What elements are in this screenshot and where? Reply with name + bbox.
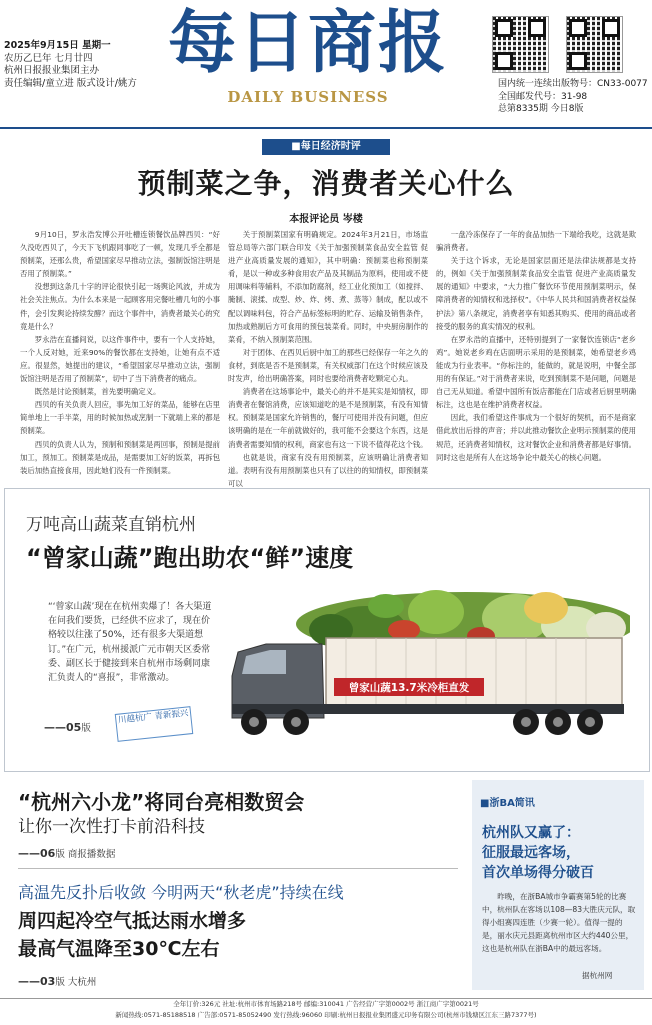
sidebar-headline-1: 杭州队又赢了： — [482, 825, 580, 841]
masthead — [158, 4, 458, 122]
page-ref-number: ——03 — [18, 975, 56, 988]
issue-info: 总第8335期 今日8版 — [498, 104, 584, 114]
paragraph: 对于团体、在西贝后厨中加工的那些已经保存一年之久的食材，到底是否不是预制菜，有关权威部门在这个时候应该及时发声，给出明确答案，同时也要给消费者吃颗定心丸。 — [228, 347, 428, 384]
header-rule — [0, 127, 652, 129]
sports-brief-box — [472, 780, 644, 990]
publication-codes — [498, 78, 648, 116]
trailer-body — [326, 638, 622, 712]
paragraph: 既然是讨论预制菜，首先要明确定义。 — [34, 387, 161, 397]
editors-line: 责任编辑/童立进 版式设计/姚方 — [4, 77, 137, 89]
paragraph: 因此，我们希望这件事成为一个很好的契机，而不是商家借此放出后排的声音；并以此推动餐饮企业明示预制菜的使用规范，还消费者知情权，这对餐饮企业和消费者都是好事情。同时这也是所有人在这场争论中最关心的核心问题。 — [436, 413, 636, 462]
lead-byline: 本报评论员 岑楼 — [289, 214, 363, 225]
campaign-stamp: 川越杭广 青新振兴 — [115, 706, 194, 742]
story2-headline: “杭州六小龙”将同台亮相数贸会 — [18, 790, 305, 814]
paragraph: 西贝的有关负责人回应，事先加工好的菜品，能够在店里简单地上一手半菜，用的时候加热或烹制一下就端上来的都是预制菜。 — [20, 400, 220, 436]
sponsor-line: 杭州日报报业集团主办 — [4, 65, 100, 77]
sidebar-tag: ■浙BA简讯 — [480, 798, 535, 809]
section-tag: ■每日经济时评 — [262, 139, 390, 155]
sidebar-body: 昨晚，在浙BA城市争霸赛第5轮的比赛中，杭州队在客场以108—83大胜庆元队，取得小组赛四连胜（少赛一轮）。值得一提的是，丽水庆元县距离杭州市区大约440公里，这也是杭州队在浙BA中的最远客场。 — [482, 892, 636, 953]
page-ref-suffix: 版 商报播数据 — [55, 849, 116, 860]
paragraph: 一盘冷冻保存了一年的食品加热一下端给我吃，这就是欺骗消费者。 — [436, 230, 636, 253]
story2-subhead: 让你一次性打卡前沿科技 — [18, 817, 205, 837]
story3-kicker: 高温先反扑后收敛 今明两天“秋老虎”持续在线 — [18, 883, 344, 902]
qr-code-icon — [492, 16, 549, 73]
lead-headline: 预制菜之争，消费者关心什么 — [137, 167, 515, 200]
paragraph: 没想到这条几十字的评论很快引起一场舆论风波，并成为社会关注焦点。为什么本来是一起顾客用完餐吐槽几句的小事件，会引发舆论持续发酵？而这个事件中，消费者最关心的究竟是什么？ — [20, 282, 220, 331]
cn-number: 国内统一连续出版物号：CN33-0077 — [498, 79, 648, 89]
lunar-line: 农历乙巳年 七月廿四 — [4, 52, 93, 64]
paragraph: 罗永浩在直播间说，以这件事件中，要有一个人支持她，一个人反对她，近来90%的餐饮都在支持她，让她有点不适应。很显然，她提出的建议，“希望国家尽早推动立法，强制饭馆注明是否用了预制菜”，切中了当下消费者的痛点。 — [20, 334, 220, 384]
paragraph: 9月10日，罗永浩发博公开吐槽连锁餐饮品牌西贝：“好久没吃西贝了，今天下飞机跟同事吃了一顿，发现几乎全都是预制菜，还那么贵，希望国家尽早推动立法，强制饭馆注明是否用了预制菜。” — [20, 230, 220, 279]
paragraph: 也就是说，商家有没有用预制菜，应该明确让消费者知道。表明有没有用预制菜也只有了以往的的知情权，即预制菜可以 — [228, 452, 428, 488]
sidebar-headline-3: 首次单场得分破百 — [482, 865, 594, 881]
masthead-subtitle: DAILY BUSINESS — [227, 88, 389, 106]
lead-column-2 — [228, 228, 428, 516]
lead-column-3 — [436, 228, 636, 464]
postal-code: 全国邮发代号：31-98 — [498, 91, 588, 102]
footer — [0, 998, 652, 1025]
feature-page-ref[interactable] — [44, 720, 91, 734]
story2-page-ref[interactable] — [18, 846, 115, 860]
story3-page-ref[interactable] — [18, 974, 96, 988]
truck-banner: 曾家山蔬13.7米冷柜直发 — [348, 682, 470, 694]
paragraph: 消费者在这场事论中，最关心的并不是其实是知情权，即消费者在餐馆消费，应该知道吃的是不是预制菜，有没有知情权。预制菜是国家允许销售的，餐厅可使用并没有问题，但应该明确的是在一年前就做好的，我可能不会要这个东西，这是消费者需要知情的权利，商家也有这一下说不值得花这个钱。 — [228, 387, 428, 449]
page-ref-suffix: 版 大杭州 — [55, 977, 97, 988]
footer-line-2: 新闻热线:0571-85188518 广告部:0571-85052490 发行热线:96060 印刷:杭州日报报业集团盛元印务有限公司(杭州市钱塘区江东三路7377号) — [115, 1011, 537, 1019]
page-ref-suffix: 版 — [81, 723, 91, 734]
page-ref-number: ——06 — [18, 847, 56, 860]
qr-code-icon — [566, 16, 623, 73]
paragraph: 关于这个诉求，无论是国家层面还是法律法规都是支持的，例如《关于加强预制菜食品安全监管 促进产业高质量发展的通知》中要求，“大力推广餐饮环节使用预制菜明示，保障消费者的知情权和选择权”。《中华人民共和国消费者权益保护法》第八条规定，消费者享有知悉其购买、使用的商品或者接受的服务的真实情况的权利。 — [436, 256, 636, 331]
date-line: 2025年9月15日 星期一 — [4, 40, 111, 51]
feature-kicker: 万吨高山蔬菜直销杭州 — [26, 515, 196, 535]
edition-info — [4, 40, 154, 90]
story3-headline-2: 最高气温降至30℃左右 — [18, 938, 220, 960]
sidebar-headline-2: 征服最远客场， — [482, 845, 580, 861]
page-ref-number: ——05 — [44, 721, 82, 734]
truck-illustration — [226, 578, 630, 746]
paragraph: 西贝的负责人认为，预制和预制菜是两回事，预制是提前加工，预加工。预制菜是成品，是需要加工好的饭菜，再拆包装后加热直接食用，因此她们没有一件预制菜。 — [20, 439, 220, 475]
masthead-title: 每日商报 — [167, 3, 448, 83]
paragraph: 关于预制菜国家有明确规定。2024年3月21日，市场监管总局等六部门联合印发《关于加强预制菜食品安全监管 促进产业高质量发展的通知》，其中明确：预制菜也称预制菜肴，是以一种或多种食用农产品及其制品为原料，使用或不使用调味料等辅料，不添加防腐剂，经工业化预加工（如搅拌、腌制、滚揉、成型、炒、炸、烤、煮、蒸等）制成，配以或不配以调味料包，符合产品标签标明的贮存、运输及销售条件，加热或熟制后方可食用的预包装菜肴。同时，中央厨房制作的菜肴，不纳入预制菜范围。 — [228, 230, 428, 344]
feature-body: “‘曾家山蔬’现在在杭州卖爆了！各大渠道在问我们要货，已经供不应求了，现在价格较以往涨了50%，还有很多大渠道想订。”在广元，杭州援派广元市朝天区委常委、副区长于健接到来自杭州市场剩同康汇负责人的“喜报”，非常激动。 — [48, 602, 212, 684]
story3-headline: 周四起冷空气抵达雨水增多 — [18, 910, 247, 932]
paragraph: 在罗永浩的直播中，还特别提到了一家餐饮连锁店“老乡鸡”。她说老乡鸡在店面明示采用的是预制菜，她希望老乡鸡能成为行业表率。“你标注的，能做的，就是说明，中餐全部用的有保证。”对于消费者来说，吃到预制菜不是问题，问题是自己无从知道。希望中国所有饭店都能在门店或者后厨里明确标注，这也是在维护消费者权益。 — [436, 334, 636, 410]
divider — [18, 868, 458, 869]
lead-column-1 — [20, 228, 220, 477]
footer-line-1: 全年订价:326元 社址:杭州市体育场路218号 邮编:310041 广告经营广字第0002号 浙江商广字第0021号 — [173, 1000, 479, 1008]
feature-headline: “曾家山蔬”跑出助农“鲜”速度 — [26, 544, 354, 572]
sidebar-source: 据杭州网 — [582, 971, 613, 980]
